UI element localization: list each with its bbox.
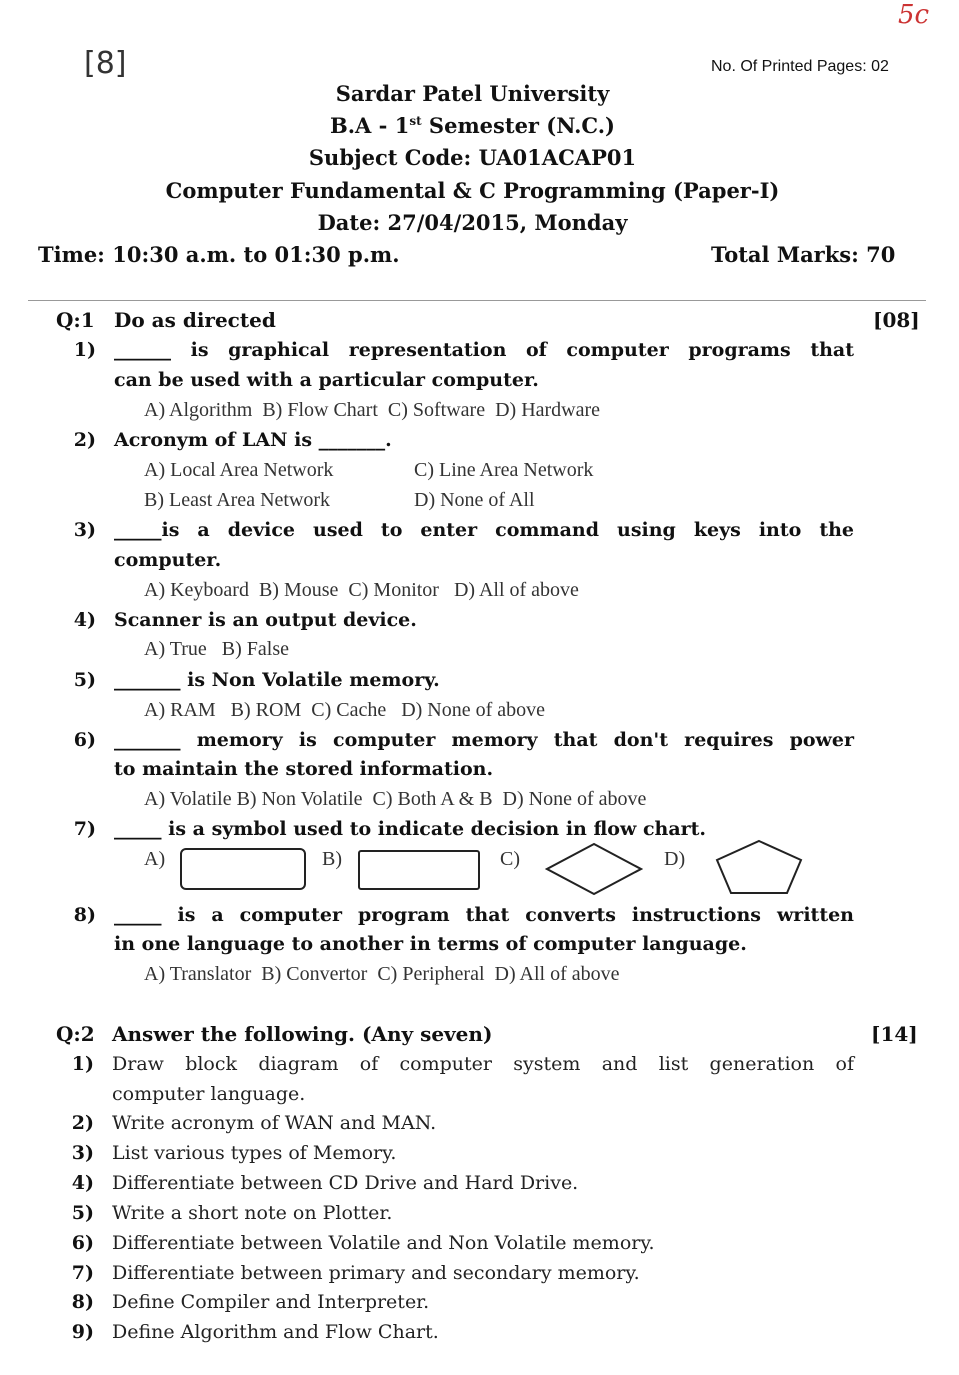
q2-item-text: Define Algorithm and Flow Chart. — [112, 1321, 439, 1343]
q1-item-option: D) None of All — [414, 489, 535, 511]
q1-item-options: A) Translator B) Convertor C) Peripheral D) All of above — [144, 963, 620, 985]
option-a-label: A) — [144, 848, 166, 870]
q2-item-number: 4) — [71, 1172, 94, 1194]
rounded-rectangle-symbol — [180, 848, 306, 890]
q1-item-text-cont: to maintain the stored information. — [114, 758, 494, 780]
q1-item-options: A) Keyboard B) Mouse C) Monitor D) All of above — [144, 579, 579, 601]
exam-time: Time: 10:30 a.m. to 01:30 p.m. — [38, 242, 400, 267]
q2-item-number: 5) — [71, 1202, 94, 1224]
q1-item-number: 3) — [73, 519, 96, 541]
q2-item-text: Write a short note on Plotter. — [112, 1202, 393, 1224]
q1-item-text: _____ is a computer program that converts instructions written — [114, 904, 854, 926]
q1-item-number: 2) — [73, 429, 96, 451]
q1-item-text: Acronym of LAN is _______. — [114, 429, 392, 451]
q1-title: Do as directed — [114, 308, 276, 332]
rectangle-symbol — [358, 850, 480, 890]
q2-item-text: Differentiate between Volatile and Non Volatile memory. — [112, 1232, 655, 1254]
q1-item-text: _______ memory is computer memory that don't requires power — [114, 729, 854, 751]
q2-marks: [14] — [871, 1022, 918, 1046]
q2-item-text-cont: computer language. — [112, 1083, 306, 1105]
q2-item-text: Differentiate between primary and secondary memory. — [112, 1262, 640, 1284]
exam-date: Date: 27/04/2015, Monday — [317, 210, 628, 235]
q1-item-number: 5) — [73, 669, 96, 691]
q2-item-text: Define Compiler and Interpreter. — [112, 1291, 430, 1313]
q1-item-options: A) Volatile B) Non Volatile C) Both A & B D) None of above — [144, 788, 647, 810]
q2-item-number: 1) — [71, 1053, 94, 1075]
q2-title: Answer the following. (Any seven) — [112, 1022, 493, 1046]
q2-item-text: Differentiate between CD Drive and Hard Drive. — [112, 1172, 579, 1194]
q1-label: Q:1 — [56, 308, 95, 332]
q1-item-text: _______ is Non Volatile memory. — [114, 669, 440, 691]
q2-item-text: Write acronym of WAN and MAN. — [112, 1112, 437, 1134]
q1-item-number: 7) — [73, 818, 96, 840]
q1-item-text-cont: computer. — [114, 549, 222, 571]
q1-item-options: A) RAM B) ROM C) Cache D) None of above — [144, 699, 546, 721]
total-marks: Total Marks: 70 — [711, 242, 896, 267]
q1-item-number: 1) — [73, 339, 96, 361]
option-d-label: D) — [664, 848, 686, 870]
q1-item-text: _____ is a symbol used to indicate decision in flow chart. — [114, 818, 707, 840]
marginal-mark: [8] — [84, 46, 127, 81]
subject-name: Computer Fundamental & C Programming (Paper-I) — [165, 178, 780, 203]
q1-marks: [08] — [873, 308, 920, 332]
q1-item-text: Scanner is an output device. — [114, 609, 417, 631]
subject-code: Subject Code: UA01ACAP01 — [308, 145, 637, 170]
option-b-label: B) — [322, 848, 342, 870]
q2-item-text: List various types of Memory. — [112, 1142, 397, 1164]
q2-item-number: 6) — [71, 1232, 94, 1254]
q1-item-text-cont: in one language to another in terms of computer language. — [114, 933, 747, 955]
corner-note: 5c — [898, 0, 930, 30]
q2-item-number: 3) — [71, 1142, 94, 1164]
q1-item-option: A) Local Area Network — [144, 459, 334, 481]
q1-item-option: C) Line Area Network — [414, 459, 594, 481]
q1-item-options: A) True B) False — [144, 638, 290, 660]
q1-item-option: B) Least Area Network — [144, 489, 331, 511]
printed-pages: No. Of Printed Pages: 02 — [711, 58, 889, 75]
q1-item-options: A) Algorithm B) Flow Chart C) Software D) Hardware — [144, 399, 601, 421]
option-c-label: C) — [500, 848, 520, 870]
q2-item-text: Draw block diagram of computer system and list generation of — [112, 1053, 854, 1075]
q2-item-number: 7) — [71, 1262, 94, 1284]
header-divider — [28, 300, 926, 301]
q2-item-number: 8) — [71, 1291, 94, 1313]
q1-item-text-cont: can be used with a particular computer. — [114, 369, 539, 391]
q1-item-text: _____is a device used to enter command using keys into the — [114, 519, 854, 541]
diamond-decision-symbol — [545, 842, 643, 896]
q1-item-number: 6) — [73, 729, 96, 751]
course-title: B.A - 1st Semester (N.C.) — [330, 113, 615, 138]
q1-item-number: 8) — [73, 904, 96, 926]
pentagon-symbol — [713, 838, 805, 896]
q2-label: Q:2 — [56, 1022, 95, 1046]
q1-item-text: ______ is graphical representation of computer programs that — [114, 339, 854, 361]
university-name: Sardar Patel University — [335, 81, 610, 106]
q2-item-number: 9) — [71, 1321, 94, 1343]
q2-item-number: 2) — [71, 1112, 94, 1134]
q1-item-number: 4) — [73, 609, 96, 631]
